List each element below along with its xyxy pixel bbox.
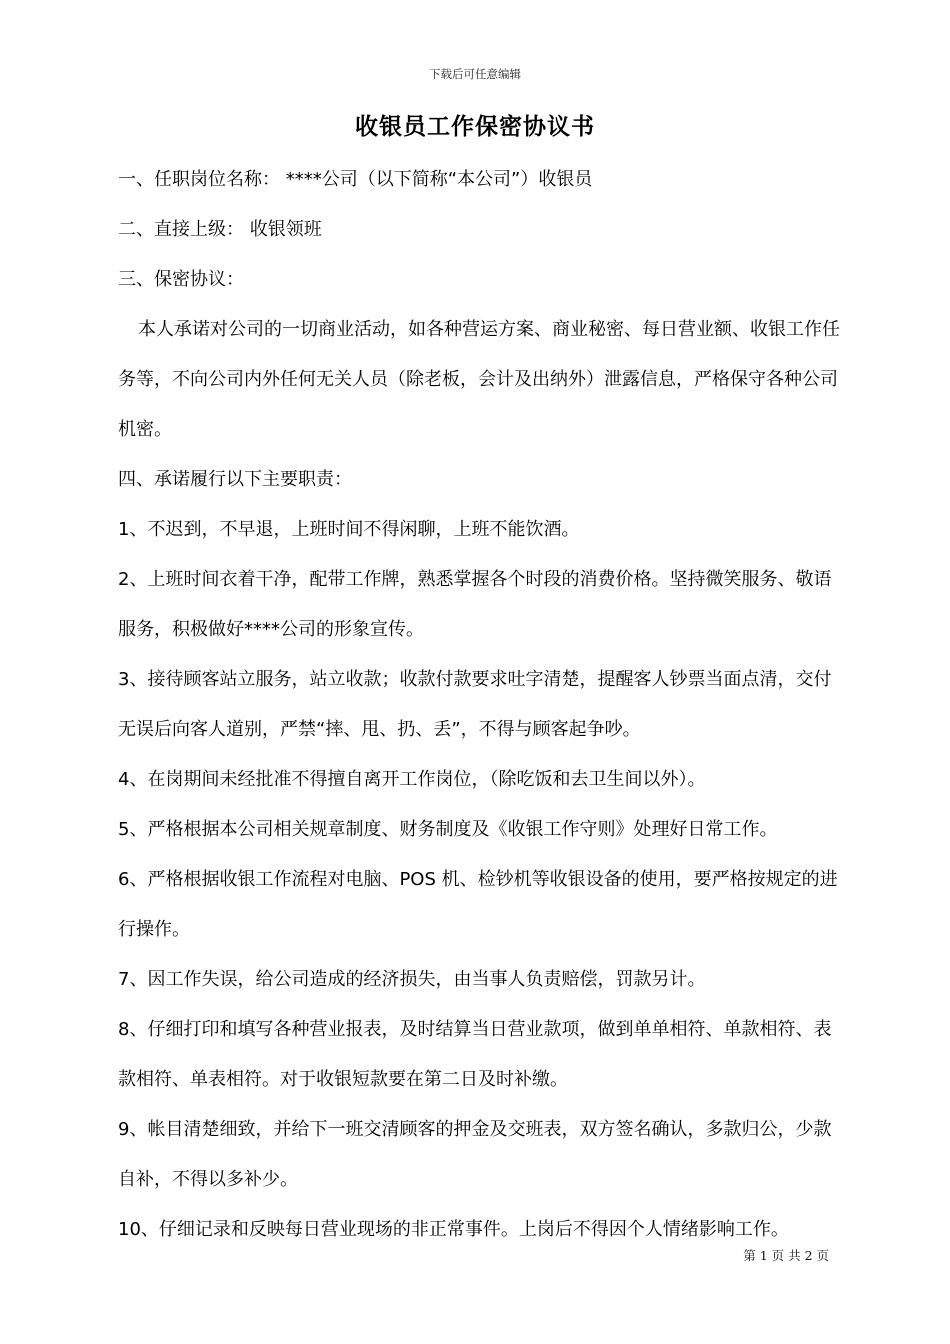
duty-item-2: 2、上班时间衣着干净，配带工作牌，熟悉掌握各个时段的消费价格。坚持微笑服务、敬语服务，积极做好****公司的形象宣传。 — [118, 569, 832, 640]
section-position: 一、任职岗位名称： ****公司（以下简称“本公司”）收银员 — [118, 169, 593, 190]
duty-item-5: 5、严格根据本公司相关规章制度、财务制度及《收银工作守则》处理好日常工作。 — [118, 819, 778, 840]
section-duties-heading: 四、承诺履行以下主要职责： — [118, 469, 352, 490]
duty-item-1: 1、不迟到，不早退，上班时间不得闲聊，上班不能饮酒。 — [118, 519, 580, 540]
duty-item-9: 9、帐目清楚细致，并给下一班交清顾客的押金及交班表，双方签名确认，多款归公，少款自补，不得以多补少。 — [118, 1119, 832, 1190]
duty-item-8: 8、仔细打印和填写各种营业报表，及时结算当日营业款项，做到单单相符、单款相符、表款相符、单表相符。对于收银短款要在第二日及时补缴。 — [118, 1019, 832, 1090]
duty-item-6: 6、严格根据收银工作流程对电脑、POS 机、检钞机等收银设备的使用，要严格按规定的进行操作。 — [118, 869, 838, 940]
duty-item-4: 4、在岗期间未经批准不得擅自离开工作岗位，（除吃饭和去卫生间以外）。 — [118, 769, 706, 790]
section-confidentiality-heading: 三、保密协议： — [118, 269, 244, 290]
confidentiality-paragraph: 本人承诺对公司的一切商业活动，如各种营运方案、商业秘密、每日营业额、收银工作任务等，不向公司内外任何无关人员（除老板，会计及出纳外）泄露信息，严格保守各种公司机密。 — [118, 319, 840, 440]
duty-item-10: 10、仔细记录和反映每日营业现场的非正常事件。上岗后不得因个人情绪影响工作。 — [118, 1219, 789, 1240]
document-body — [118, 155, 844, 1255]
section-supervisor: 二、直接上级： 收银领班 — [118, 219, 322, 240]
duty-item-7: 7、因工作失误，给公司造成的经济损失，由当事人负责赔偿，罚款另计。 — [118, 969, 706, 990]
document-title: 收银员工作保密协议书 — [355, 114, 595, 140]
page-number-indicator: 第 1 页 共 2 页 — [743, 1248, 829, 1263]
duty-item-3: 3、接待顾客站立服务，站立收款；收款付款要求吐字清楚，提醒客人钞票当面点清，交付无误后向客人道别，严禁“摔、甩、扔、丢”，不得与顾客起争吵。 — [118, 669, 832, 740]
page-header-note: 下载后可任意编辑 — [429, 67, 521, 81]
